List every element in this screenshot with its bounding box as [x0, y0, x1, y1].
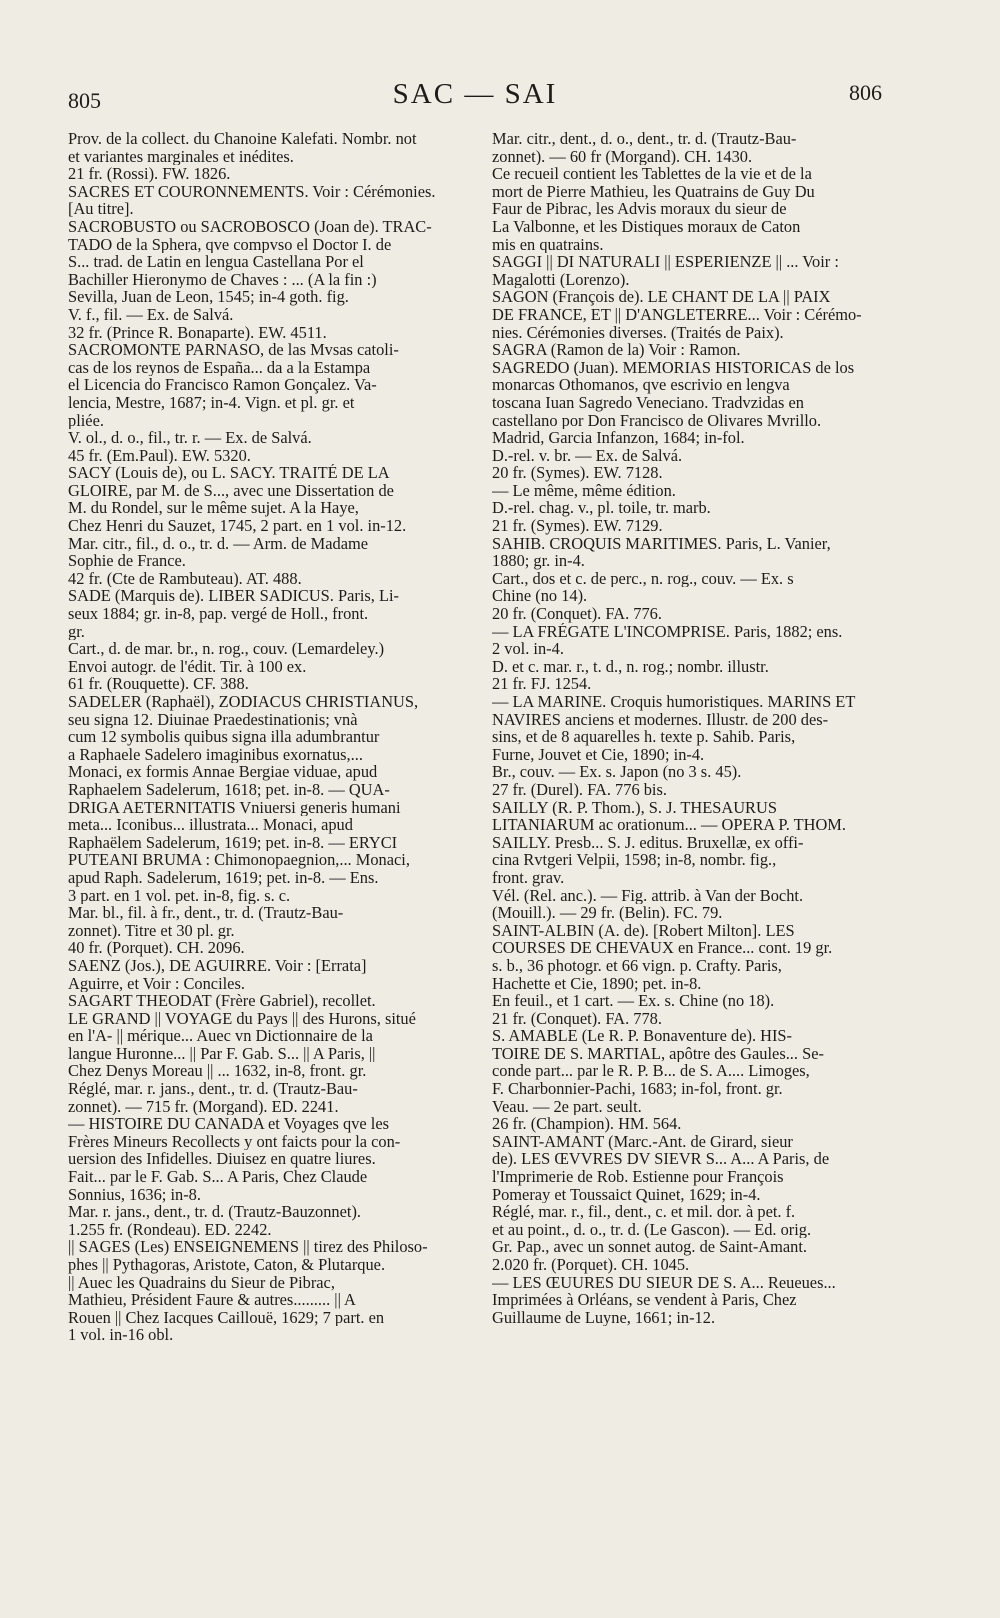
text-line: SAILLY. Presb... S. J. editus. Bruxellæ, ex offi- [492, 833, 804, 852]
text-line: SAINT-AMANT (Marc.-Ant. de Girard, sieur [492, 1132, 793, 1151]
page-header [68, 76, 882, 116]
text-line: et variantes marginales et inédites. [68, 147, 294, 166]
text-line: Chine (no 14). [492, 587, 588, 606]
text-line: 21 fr. (Rossi). FW. 1826. [68, 165, 231, 183]
right-column [492, 130, 904, 1326]
text-line: LE GRAND || VOYAGE du Pays || des Hurons, situé [68, 1009, 416, 1028]
page-number-right: 806 [849, 80, 882, 105]
text-line: 27 fr. (Durel). FA. 776 bis. [492, 780, 667, 799]
text-line: GLOIRE, par M. de S..., avec une Dissertation de [68, 481, 394, 500]
text-line: Mar. citr., fil., d. o., tr. d. — Arm. de Madame [68, 534, 368, 553]
text-line: toscana Iuan Sagredo Veneciano. Tradvzidas en [492, 393, 804, 412]
text-line: Veau. — 2e part. seult. [492, 1097, 642, 1116]
running-title: SAC — SAI [392, 78, 558, 110]
text-line: s. b., 36 photogr. et 66 vign. p. Crafty. Paris, [492, 956, 782, 975]
text-line: V. ol., d. o., fil., tr. r. — Ex. de Salvá. [68, 429, 312, 447]
text-line: 2 vol. in-4. [492, 640, 564, 658]
text-line: NAVIRES anciens et modernes. Illustr. de 200 des- [492, 710, 829, 729]
text-line: Cart., dos et c. de perc., n. rog., couv. — Ex. s [492, 569, 794, 588]
text-line: V. f., fil. — Ex. de Salvá. [68, 305, 234, 324]
text-line: Br., couv. — Ex. s. Japon (no 3 s. 45). [492, 763, 742, 781]
text-line: [Au titre]. [68, 200, 134, 218]
text-line: 1.255 fr. (Rondeau). ED. 2242. [68, 1220, 272, 1239]
text-line: et au point., d. o., tr. d. (Le Gascon). — Ed. orig. [492, 1220, 812, 1239]
text-line: DRIGA AETERNITATIS Vniuersi generis humani [68, 798, 401, 817]
text-line: F. Charbonnier-Pachi, 1683; in-fol, front. gr. [492, 1080, 783, 1098]
text-line: Guillaume de Luyne, 1661; in-12. [492, 1308, 716, 1327]
text-line: conde part... par le R. P. B... de S. A.... Limoges, [492, 1062, 810, 1081]
text-line: Hachette et Cie, 1890; pet. in-8. [492, 974, 702, 993]
text-line: Prov. de la collect. du Chanoine Kalefati. Nombr. not [68, 130, 417, 148]
text-line: Monaci, ex formis Annae Bergiae viduae, apud [68, 763, 378, 781]
text-line: Furne, Jouvet et Cie, 1890; in-4. [492, 745, 705, 764]
text-line: 26 fr. (Champion). HM. 564. [492, 1115, 682, 1133]
text-line: 20 fr. (Symes). EW. 7128. [492, 464, 663, 482]
text-line: — HISTOIRE DU CANADA et Voyages qve les [68, 1115, 389, 1133]
text-line: TOIRE DE S. MARTIAL, apôtre des Gaules... Se- [492, 1044, 824, 1063]
text-line: SAILLY (R. P. Thom.), S. J. THESAURUS [492, 798, 777, 817]
text-line: el Licencia do Francisco Ramon Gonçalez. Va- [68, 376, 377, 394]
text-line: 45 fr. (Em.Paul). EW. 5320. [68, 446, 251, 465]
text-line: — LA FRÉGATE L'INCOMPRISE. Paris, 1882; ens. [492, 622, 843, 641]
text-line: cas de los reynos de España... da a la Estampa [68, 358, 371, 377]
text-line: zonnet). Titre et 30 pl. gr. [68, 921, 235, 940]
text-line: 20 fr. (Conquet). FA. 776. [492, 605, 662, 623]
text-line: Magalotti (Lorenzo). [492, 270, 630, 289]
page-number-left: 805 [68, 88, 101, 113]
text-line: Sonnius, 1636; in-8. [68, 1185, 201, 1204]
text-line: mort de Pierre Mathieu, les Quatrains de Guy Du [492, 182, 815, 201]
text-line: a Raphaele Sadelero imaginibus exornatus,... [68, 745, 363, 764]
text-line: SADE (Marquis de). LIBER SADICUS. Paris, Li- [68, 587, 399, 606]
text-line: SACRES ET COURONNEMENTS. Voir : Cérémonies. [68, 182, 436, 201]
text-line: D. et c. mar. r., t. d., n. rog.; nombr. illustr. [492, 657, 769, 676]
text-line: M. du Rondel, sur le même sujet. A la Haye, [68, 499, 359, 518]
text-line: S. AMABLE (Le R. P. Bonaventure de). HIS- [492, 1027, 793, 1045]
text-line: Cart., d. de mar. br., n. rog., couv. (Lemardeley.) [68, 640, 385, 658]
text-line: PUTEANI BRUMA : Chimonopaegnion,... Monaci, [68, 851, 410, 869]
text-line: l'Imprimerie de Rob. Estienne pour François [492, 1168, 784, 1186]
text-line: 1880; gr. in-4. [492, 552, 585, 570]
text-line: 32 fr. (Prince R. Bonaparte). EW. 4511. [68, 323, 327, 342]
text-line: Réglé, mar. r., fil., dent., c. et mil. dor. à pet. f. [492, 1203, 796, 1221]
text-line: La Valbonne, et les Distiques moraux de Caton [492, 217, 801, 236]
text-line: SAENZ (Jos.), DE AGUIRRE. Voir : [Errata] [68, 956, 367, 975]
text-line: Raphaëlem Sadelerum, 1619; pet. in-8. — ERYCI [68, 833, 398, 852]
text-line: langue Huronne... || Par F. Gab. S... || A Paris, || [68, 1044, 376, 1063]
text-line: castellano por Don Francisco de Olivares Mvrillo. [492, 411, 822, 430]
text-line: apud Raph. Sadelerum, 1619; pet. in-8. — Ens. [68, 868, 379, 887]
text-line: SACY (Louis de), ou L. SACY. TRAITÉ DE LA [68, 464, 390, 482]
text-line: Faur de Pibrac, les Advis moraux du sieur de [492, 200, 787, 218]
text-line: S... trad. de Latin en lengua Castellana Por el [68, 253, 364, 271]
text-line: SACROMONTE PARNASO, de las Mvsas catoli- [68, 341, 399, 359]
text-line: SAGREDO (Juan). MEMORIAS HISTORICAS de los [492, 358, 855, 377]
text-line: Rouen || Chez Iacques Caillouë, 1629; 7 part. en [68, 1308, 385, 1327]
text-line: Mar. r. jans., dent., tr. d. (Trautz-Bauzonnet). [68, 1203, 362, 1221]
text-line: Pomeray et Toussaict Quinet, 1629; in-4. [492, 1185, 761, 1204]
text-line: de). LES ŒVVRES DV SIEVR S... A... A Paris, de [492, 1150, 830, 1169]
text-line: Imprimées à Orléans, se vendent à Paris, Chez [492, 1291, 797, 1309]
text-line: Fait... par le F. Gab. S... A Paris, Chez Claude [68, 1168, 368, 1186]
text-line: SAGON (François de). LE CHANT DE LA || PAIX [492, 288, 831, 306]
text-line: Ce recueil contient les Tablettes de la vie et de la [492, 165, 812, 183]
text-line: Mathieu, Président Faure & autres......... || A [68, 1291, 356, 1309]
text-line: meta... Iconibus... illustrata... Monaci, apud [68, 816, 353, 834]
text-line: 42 fr. (Cte de Rambuteau). AT. 488. [68, 569, 302, 588]
text-line: lencia, Mestre, 1687; in-4. Vign. et pl. gr. et [68, 393, 355, 412]
text-line: Vél. (Rel. anc.). — Fig. attrib. à Van der Bocht. [492, 886, 804, 905]
text-line: Mar. bl., fil. à fr., dent., tr. d. (Trautz-Bau- [68, 904, 344, 922]
text-line: (Mouill.). — 29 fr. (Belin). FC. 79. [492, 904, 723, 922]
text-line: COURSES DE CHEVAUX en France... cont. 19 gr. [492, 939, 833, 957]
text-line: Frères Mineurs Recollects y ont faicts pour la con- [68, 1132, 401, 1151]
text-line: 21 fr. FJ. 1254. [492, 675, 592, 693]
text-line: Madrid, Garcia Infanzon, 1684; in-fol. [492, 429, 745, 447]
text-line: Mar. citr., dent., d. o., dent., tr. d. (Trautz-Bau- [492, 130, 797, 148]
text-line: — Le même, même édition. [492, 481, 676, 500]
text-line: mis en quatrains. [492, 235, 604, 254]
text-line: uersion des Infidelles. Diuisez en quatre liures. [68, 1150, 376, 1169]
text-line: Gr. Pap., avec un sonnet autog. de Saint-Amant. [492, 1238, 807, 1256]
text-line: nies. Cérémonies diverses. (Traités de Paix). [492, 323, 784, 342]
text-line: monarcas Othomanos, qve escrivio en lengva [492, 376, 790, 394]
text-line: SAGGI || DI NATURALI || ESPERIENZE || ... Voir : [492, 253, 839, 271]
text-line: front. grav. [492, 868, 565, 887]
text-line: DE FRANCE, ET || D'ANGLETERRE... Voir : Cérémo- [492, 305, 862, 324]
text-line: SAINT-ALBIN (A. de). [Robert Milton]. LES [492, 921, 795, 940]
left-column [68, 130, 480, 1344]
text-line: 21 fr. (Conquet). FA. 778. [492, 1009, 662, 1028]
text-line: TADO de la Sphera, qve compvso el Doctor I. de [68, 235, 392, 254]
text-line: zonnet). — 60 fr (Morgand). CH. 1430. [492, 147, 753, 166]
text-line: 21 fr. (Symes). EW. 7129. [492, 517, 663, 535]
text-line: 2.020 fr. (Porquet). CH. 1045. [492, 1256, 690, 1274]
text-line: SAGART THEODAT (Frère Gabriel), recollet. [68, 992, 376, 1010]
text-line: 61 fr. (Rouquette). CF. 388. [68, 675, 249, 693]
text-line: SACROBUSTO ou SACROBOSCO (Joan de). TRAC- [68, 217, 432, 236]
text-line: sins, et de 8 aquarelles h. texte p. Sahib. Paris, [492, 728, 796, 746]
text-line: — LA MARINE. Croquis humoristiques. MARINS ET [492, 693, 856, 711]
text-line: 40 fr. (Porquet). CH. 2096. [68, 939, 245, 957]
text-line: 3 part. en 1 vol. pet. in-8, fig. s. c. [68, 886, 291, 905]
text-line: Réglé, mar. r. jans., dent., tr. d. (Trautz-Bau- [68, 1080, 358, 1098]
text-line: cina Rvtgeri Velpii, 1598; in-8, nombr. fig., [492, 851, 777, 869]
text-line: — LES ŒUURES DU SIEUR DE S. A... Reueues... [492, 1273, 836, 1292]
text-line: Sevilla, Juan de Leon, 1545; in-4 goth. fig. [68, 288, 349, 306]
text-line: gr. [68, 622, 85, 641]
text-line: D.-rel. v. br. — Ex. de Salvá. [492, 446, 683, 465]
text-line: cum 12 symbolis quibus signa illa adumbrantur [68, 728, 380, 746]
text-line: Aguirre, et Voir : Conciles. [68, 974, 245, 993]
text-line: zonnet). — 715 fr. (Morgand). ED. 2241. [68, 1097, 339, 1116]
text-line: D.-rel. chag. v., pl. toile, tr. marb. [492, 499, 711, 518]
text-line: En feuil., et 1 cart. — Ex. s. Chine (no 18). [492, 992, 775, 1010]
text-line: SADELER (Raphaël), ZODIACUS CHRISTIANUS, [68, 693, 419, 711]
text-line: || SAGES (Les) ENSEIGNEMENS || tirez des Philoso- [68, 1238, 428, 1256]
text-line: seux 1884; gr. in-8, pap. vergé de Holl., front. [68, 605, 369, 623]
text-line: SAGRA (Ramon de la) Voir : Ramon. [492, 341, 741, 359]
text-line: 1 vol. in-16 obl. [68, 1326, 174, 1344]
text-line: Chez Henri du Sauzet, 1745, 2 part. en 1 vol. in-12. [68, 517, 407, 535]
text-line: || Auec les Quadrains du Sieur de Pibrac, [68, 1273, 335, 1292]
text-line: SAHIB. CROQUIS MARITIMES. Paris, L. Vanier, [492, 534, 831, 553]
text-line: en l'A- || mérique... Auec vn Dictionnaire de la [68, 1027, 373, 1045]
text-line: seu signa 12. Diuinae Praedestinationis; vnà [68, 710, 358, 729]
text-line: Envoi autogr. de l'édit. Tir. à 100 ex. [68, 657, 307, 676]
text-line: LITANIARUM ac orationum... — OPERA P. THOM. [492, 816, 846, 834]
text-line: Sophie de France. [68, 552, 186, 570]
text-line: phes || Pythagoras, Aristote, Caton, & Plutarque. [68, 1256, 386, 1274]
text-line: Raphaelem Sadelerum, 1618; pet. in-8. — QUA- [68, 780, 390, 799]
text-line: Chez Denys Moreau || ... 1632, in-8, front. gr. [68, 1062, 367, 1081]
text-line: Bachiller Hieronymo de Chaves : ... (A la fin :) [68, 270, 377, 289]
text-line: pliée. [68, 411, 104, 430]
